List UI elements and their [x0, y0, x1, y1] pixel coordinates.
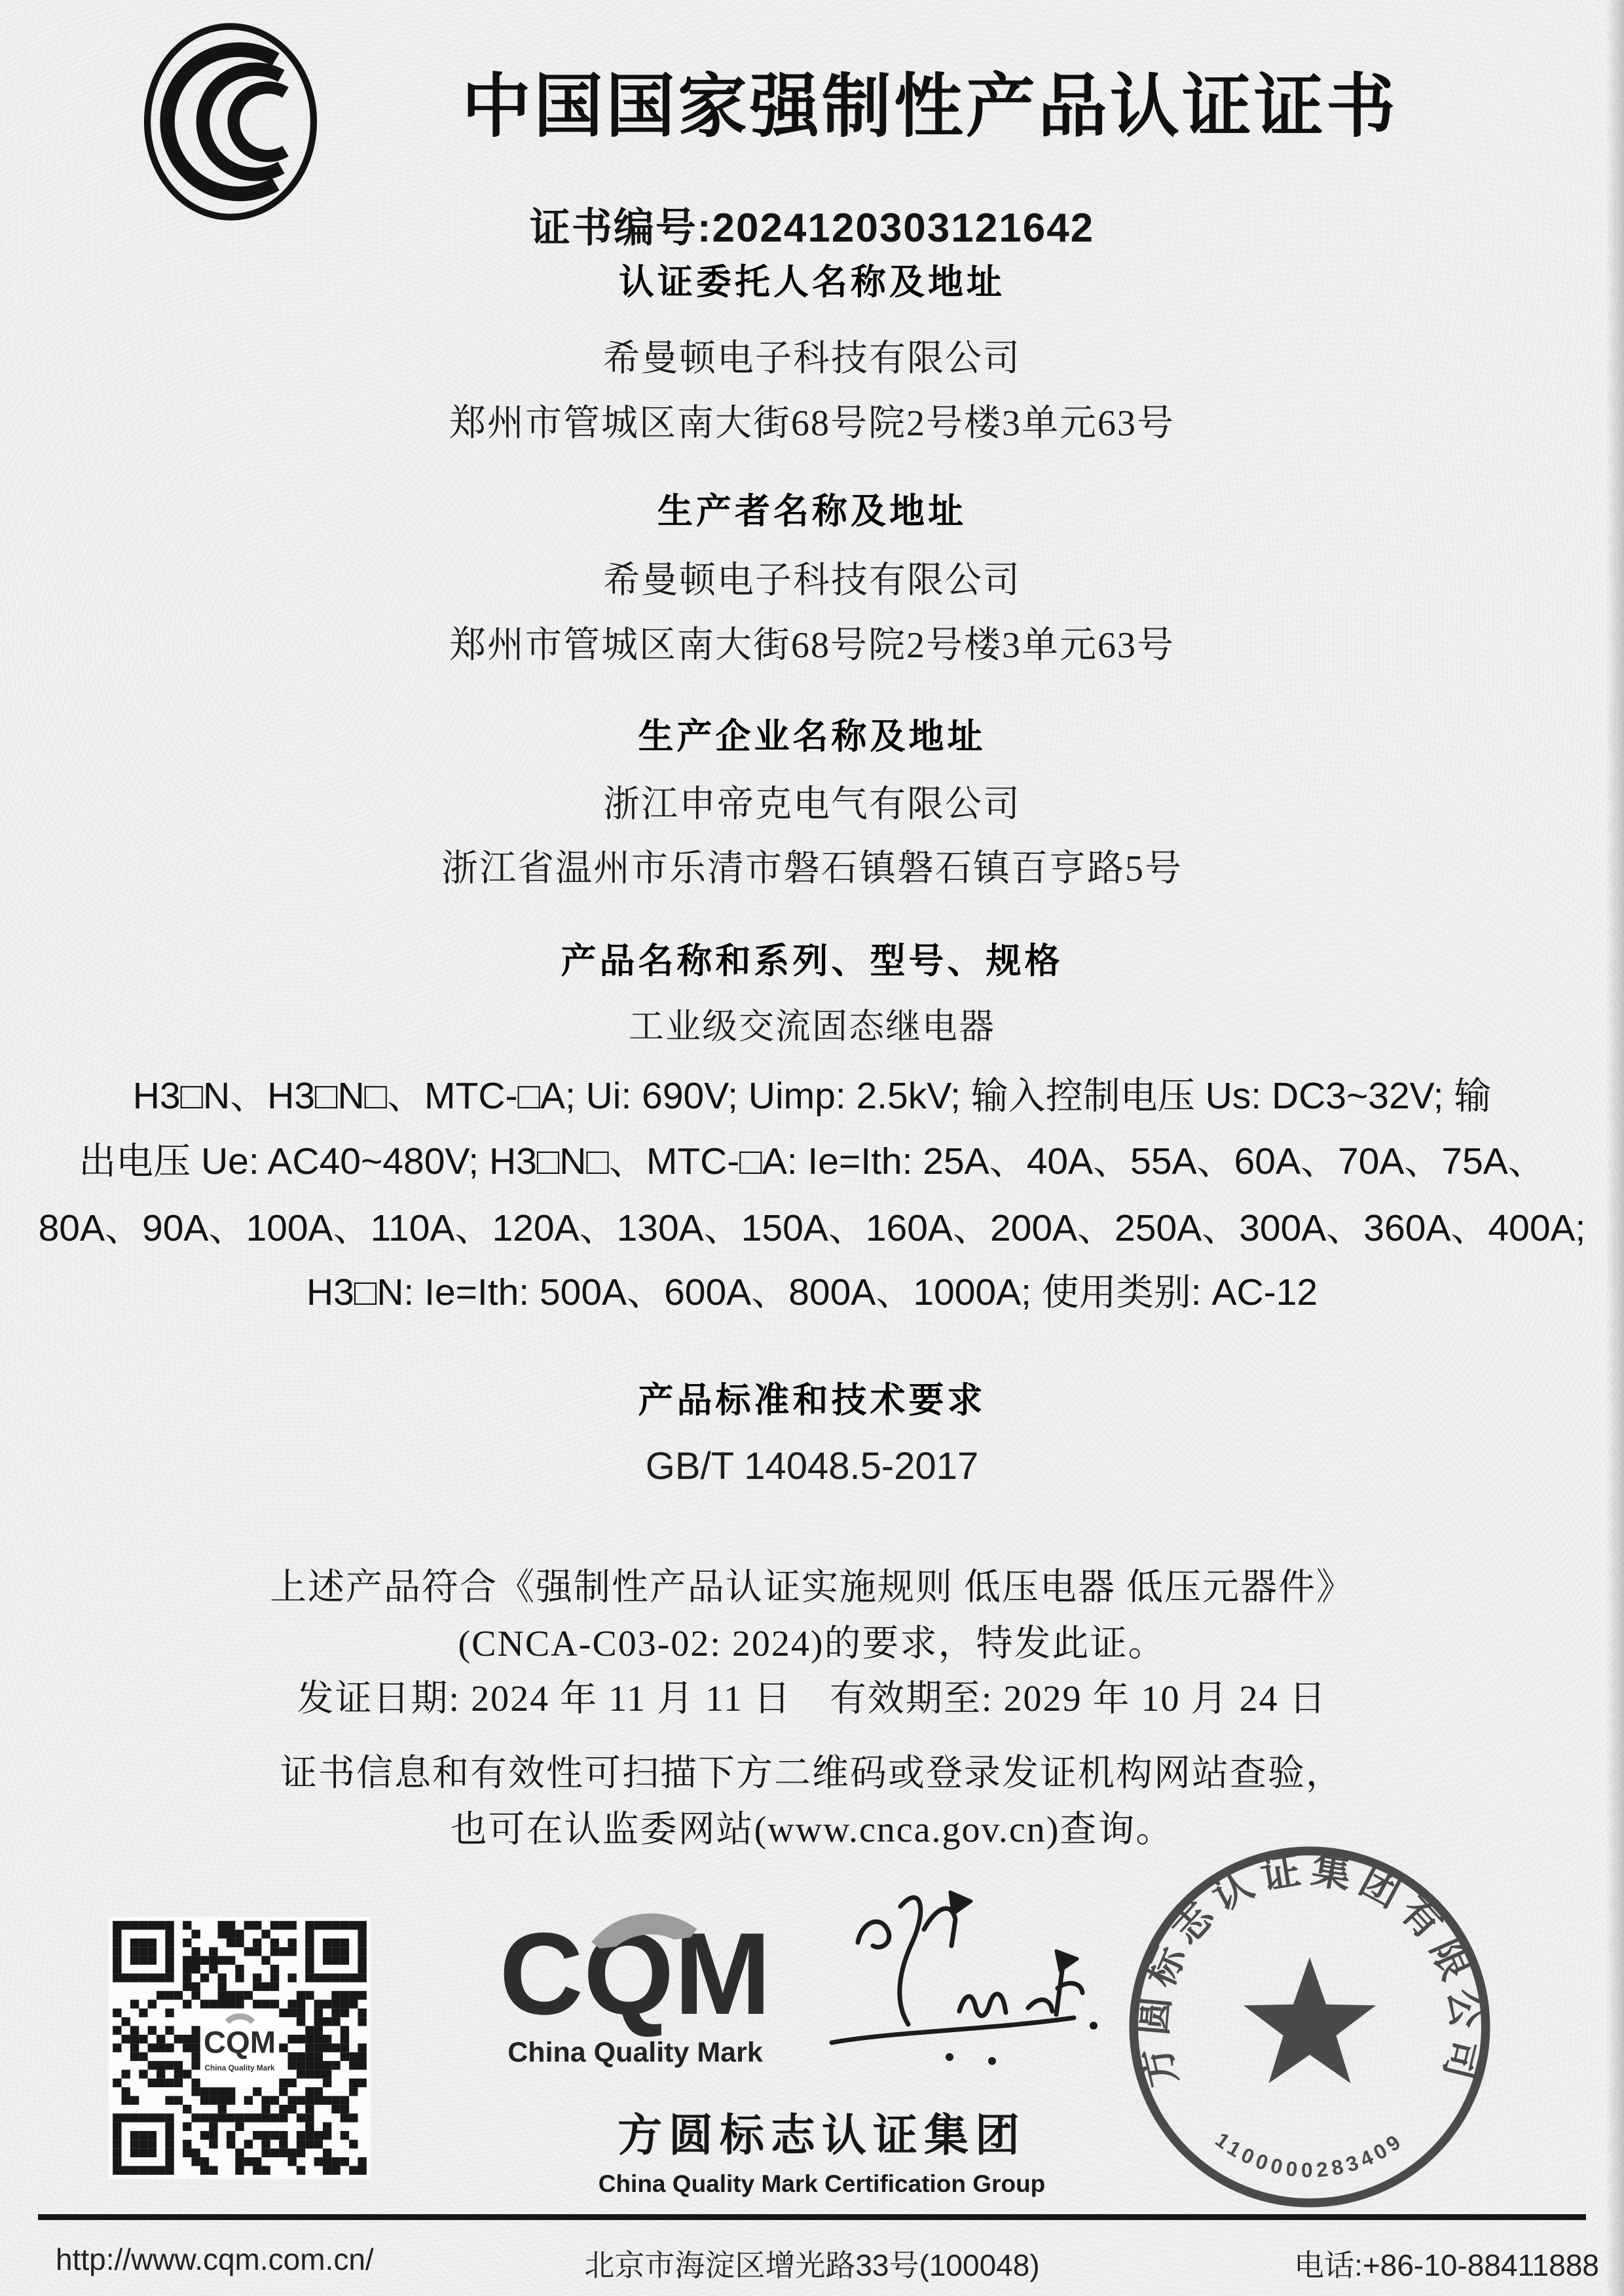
- footer-divider: [38, 2214, 1586, 2220]
- product-spec-line-1: H3□N、H3□N□、MTC-□A; Ui: 690V; Uimp: 2.5kV; 输入控制电压 Us: DC3~32V; 输: [132, 1075, 1492, 1117]
- compliance-statement-line-1: 上述产品符合《强制性产品认证实施规则 低压电器 低压元器件》: [270, 1567, 1354, 1608]
- stamp-arc-text: 方圆标志认证集团有限公司: [1131, 1848, 1488, 2091]
- issuer-name-en: China Quality Mark Certification Group: [598, 2170, 1046, 2197]
- ccc-mark-icon: [139, 21, 322, 223]
- issuer-block: [485, 2100, 1159, 2198]
- cqm-logo-text: CQM: [499, 1908, 771, 2039]
- footer-website: http://www.cqm.com.cn/: [56, 2242, 374, 2276]
- verification-note-line-1: 证书信息和有效性可扫描下方二维码或登录发证机构网站查验，: [280, 1753, 1344, 1794]
- qr-code: [109, 1917, 371, 2182]
- product-name: 工业级交流固态继电器: [629, 1007, 995, 1046]
- producer-name: 希曼顿电子科技有限公司: [603, 560, 1021, 601]
- issue-and-expiry-dates: 发证日期: 2024 年 11 月 11 日 有效期至: 2029 年 10 月 24 日: [297, 1679, 1327, 1719]
- product-heading: 产品名称和系列、型号、规格: [561, 941, 1063, 981]
- standard-heading: 产品标准和技术要求: [638, 1381, 986, 1420]
- factory-name: 浙江申帝克电气有限公司: [603, 784, 1021, 825]
- applicant-heading: 认证委托人名称及地址: [619, 263, 1005, 302]
- factory-address: 浙江省温州市乐清市磐石镇磐石镇百亨路5号: [441, 848, 1183, 889]
- producer-address: 郑州市管城区南大街68号院2号楼3单元63号: [449, 625, 1175, 666]
- signature: [796, 1867, 1103, 2093]
- applicant-name: 希曼顿电子科技有限公司: [603, 338, 1021, 379]
- qr-center-label: CQM: [203, 2025, 276, 2060]
- issuer-name-cn: 方圆标志认证集团: [617, 2111, 1026, 2160]
- product-spec-line-4: H3□N: Ie=Ith: 500A、600A、800A、1000A; 使用类别: AC-12: [306, 1271, 1318, 1313]
- cqm-logo: [478, 1908, 792, 2069]
- certificate-title: 中国国家强制性产品认证证书: [462, 69, 1398, 145]
- product-spec-line-3: 80A、90A、100A、110A、120A、130A、150A、160A、200A、250A、300A、360A、400A;: [38, 1207, 1586, 1249]
- compliance-statement-line-2: (CNCA-C03-02: 2024)的要求，特发此证。: [458, 1624, 1166, 1664]
- verification-note-line-2: 也可在认监委网站(www.cnca.gov.cn)查询。: [450, 1810, 1174, 1850]
- cqm-logo-subtext: China Quality Mark: [507, 2036, 763, 2068]
- svg-text:1100000283409: [1211, 2128, 1408, 2182]
- certificate-number: 证书编号:2024120303121642: [529, 206, 1095, 251]
- footer-phone: 电话:+86-10-88411888: [1294, 2248, 1599, 2282]
- company-stamp: [1120, 1837, 1500, 2220]
- stamp-serial-number: 1100000283409: [1211, 2127, 1409, 2182]
- standard-value: GB/T 14048.5-2017: [645, 1445, 979, 1487]
- factory-heading: 生产企业名称及地址: [638, 717, 986, 756]
- producer-heading: 生产者名称及地址: [657, 492, 967, 531]
- applicant-address: 郑州市管城区南大街68号院2号楼3单元63号: [449, 403, 1175, 444]
- product-spec-line-2: 出电压 Ue: AC40~480V; H3□N□、MTC-□A: Ie=Ith: 25A、40A、55A、60A、70A、75A、: [79, 1140, 1545, 1182]
- qr-center-sublabel: China Quality Mark: [204, 2063, 275, 2073]
- footer-address: 北京市海淀区增光路33号(100048): [584, 2248, 1040, 2282]
- stamp-star-icon: [1244, 1958, 1376, 2083]
